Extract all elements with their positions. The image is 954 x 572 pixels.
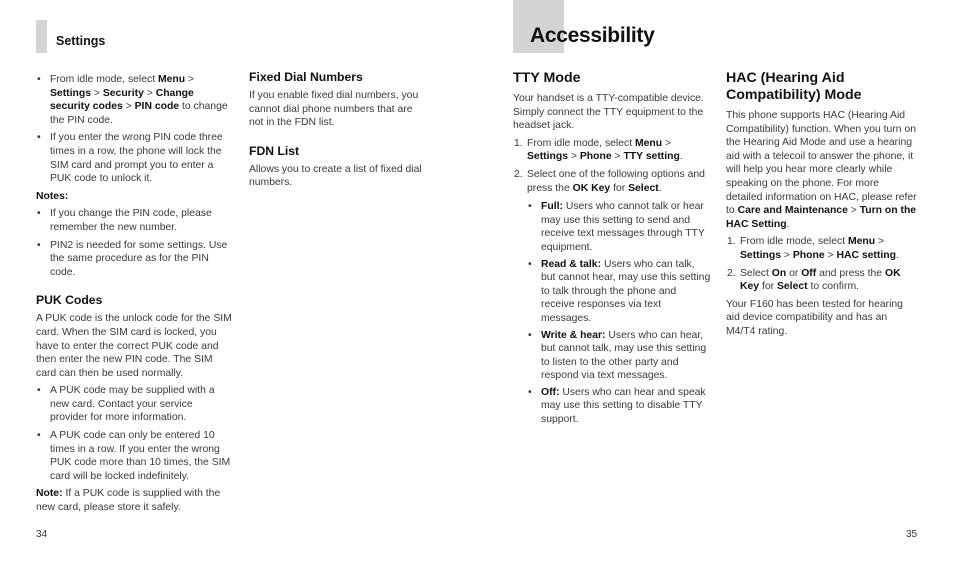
bullet-icon: •: [528, 258, 532, 270]
notes-list: [36, 207, 232, 279]
running-head: Settings: [56, 34, 106, 48]
list-item: • If you enter the wrong PIN code three times in a row, the phone will lock the SIM card and prompt you to enter a PUK code to unlock it.: [37, 132, 223, 185]
bullet-icon: •: [528, 386, 532, 398]
tty-intro: Your handset is a TTY-compatible device. Simply connect the TTY equipment to the headset jack.: [513, 93, 704, 132]
notes-label: Notes:: [36, 190, 69, 202]
page-number-left: 34: [36, 529, 48, 540]
bullet-icon: •: [528, 201, 532, 213]
step-item: 2. Select On or Off and press the OK Key for Select to confirm.: [727, 267, 901, 293]
column-tty-mode: [513, 70, 711, 431]
puk-codes-heading: PUK Codes: [36, 293, 103, 308]
fixed-dial-text: If you enable fixed dial numbers, you cannot dial phone numbers that are not in the FDN list.: [249, 90, 419, 129]
page-title: Accessibility: [530, 24, 655, 47]
column-hac-mode: [726, 70, 918, 343]
list-item: • Full: Users who cannot talk or hear may use this setting to send and receive text messages through TTY equipment.: [528, 201, 705, 253]
puk-intro: A PUK code is the unlock code for the SIM card. When the SIM card is locked, you have to enter the correct PUK code and then enter the new PIN code. The SIM card can then be used normally.: [36, 313, 232, 379]
hac-closing: Your F160 has been tested for hearing aid device compatibility and has an M4/T4 rating.: [726, 298, 903, 337]
list-item: • If you change the PIN code, please remember the new number.: [37, 208, 212, 233]
puk-bullet-list: [36, 384, 232, 483]
fixed-dial-heading: Fixed Dial Numbers: [249, 70, 363, 84]
bullet-icon: •: [37, 239, 41, 251]
list-item: • A PUK code may be supplied with a new card. Contact your service provider for more information.: [37, 385, 215, 424]
hac-steps: [726, 235, 918, 293]
list-item: • From idle mode, select Menu > Settings > Security > Change security codes > PIN code to change the PIN code.: [37, 74, 228, 126]
column-fixed-dial: [249, 70, 424, 194]
fdn-list-heading: FDN List: [249, 143, 300, 158]
list-item: • Off: Users who can hear and speak may use this setting to disable TTY support.: [528, 386, 706, 426]
bullet-icon: •: [37, 430, 41, 442]
pin-bullet-list: [36, 73, 232, 186]
bullet-icon: •: [37, 208, 41, 220]
step-item: 1. From idle mode, select Menu > Settings > Phone > HAC setting.: [727, 236, 899, 261]
puk-note: Note: If a PUK code is supplied with the new card, please store it safely.: [36, 488, 221, 514]
page-number-right: 35: [906, 529, 918, 540]
column-security-codes: [36, 73, 232, 519]
bullet-icon: •: [37, 132, 41, 144]
left-tab-marker: [36, 20, 47, 53]
list-item: • A PUK code can only be entered 10 times in a row. If you enter the wrong PUK code more than 10 times, the SIM card will be locked indefinitely.: [37, 430, 231, 482]
hac-intro: This phone supports HAC (Hearing Aid Compatibility) function. When you turn on the Hearing Aid Mode and use a hearing aid with a telecoil to answer the phone, it will help you hear more clearly while speaking on the phone. For more detailed information on HAC, please refer to Care and Maintenance > Turn on the HAC Setting.: [726, 110, 917, 230]
bullet-icon: •: [37, 74, 41, 85]
step-item: 2. Select one of the following options and press the OK Key for Select. • Full: Users who cannot talk or hear may use this setting to send and receive text messages through TTY equipment. • Read & talk: Users who can talk, but cannot hear, may use this setting to talk through the phone and receive responses via text messages. • Write & hear: Users who can hear, but cannot talk, may use this setting to listen to the other party and respond via text messages. • Off: Users who can hear and speak may use this setting to disable TTY support.: [514, 168, 711, 426]
tty-mode-heading: TTY Mode: [513, 70, 581, 86]
tty-steps: [513, 137, 711, 427]
bullet-icon: •: [37, 385, 41, 397]
bullet-icon: •: [528, 329, 532, 341]
tty-options-list: [527, 200, 711, 427]
list-item: • Write & hear: Users who can hear, but cannot talk, may use this setting to listen to the other party and respond via text messages.: [528, 329, 707, 382]
list-item: • PIN2 is needed for some settings. Use the same procedure as for the PIN code.: [37, 239, 228, 278]
fdn-list-text: Allows you to create a list of fixed dial numbers.: [249, 163, 422, 189]
step-item: 1. From idle mode, select Menu > Settings > Phone > TTY setting.: [514, 137, 683, 163]
list-item: • Read & talk: Users who can talk, but cannot hear, may use this setting to talk through the phone and receive responses via text messages.: [528, 258, 711, 324]
hac-mode-heading: HAC (Hearing Aid Compatibility) Mode: [726, 70, 862, 103]
